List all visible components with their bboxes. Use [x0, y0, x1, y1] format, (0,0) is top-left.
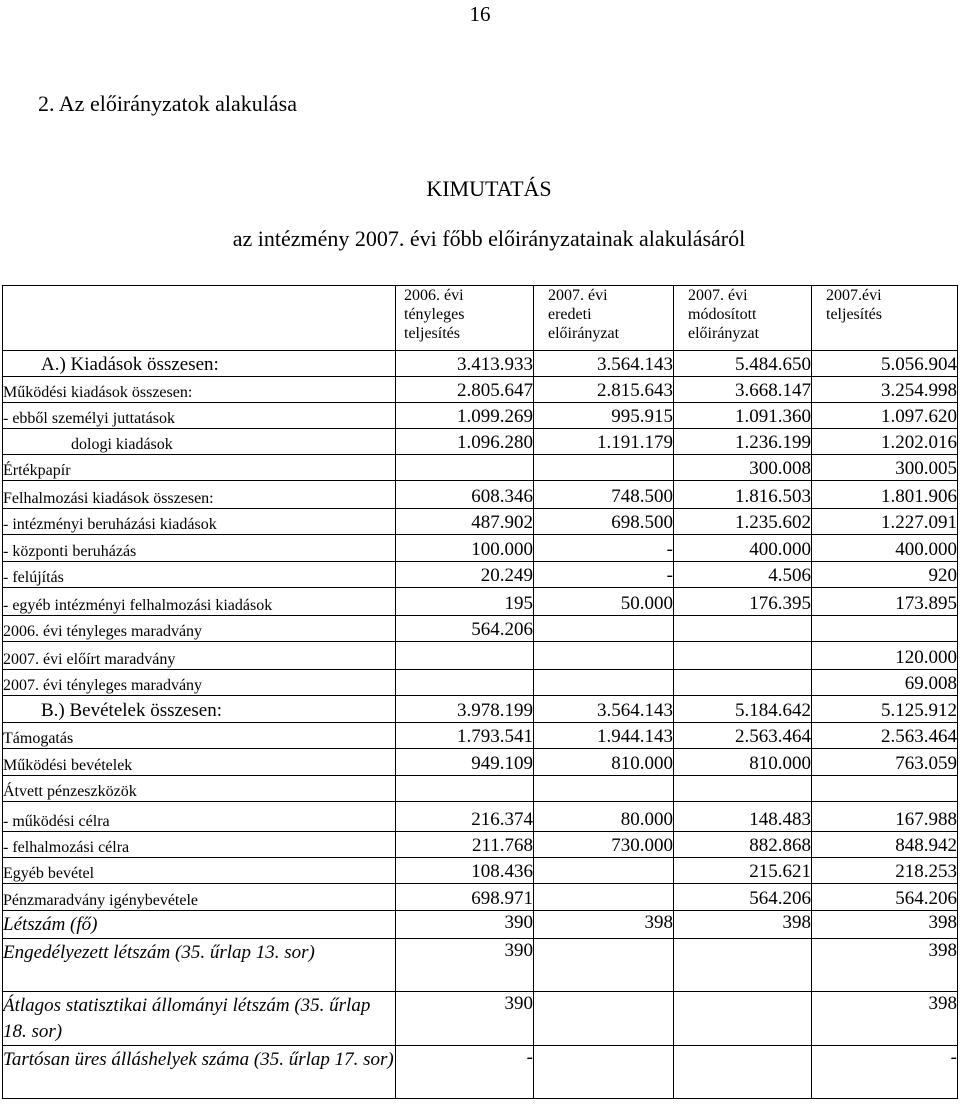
table-header-row	[3, 286, 958, 351]
cell-value: 1.816.503	[674, 481, 812, 509]
cell-value: 80.000	[534, 802, 674, 832]
cell-value: -	[534, 562, 674, 588]
cell-value: 20.249	[396, 562, 534, 588]
cell-value: 1.944.143	[534, 723, 674, 749]
cell-value: 400.000	[812, 535, 958, 562]
table-row	[3, 562, 958, 588]
cell-value: 398	[812, 992, 958, 1046]
cell-value	[534, 670, 674, 696]
cell-value	[812, 776, 958, 802]
row-label: Átvett pénzeszközök	[3, 776, 396, 802]
cell-value: 50.000	[534, 588, 674, 616]
table-row	[3, 858, 958, 884]
section-title: 2. Az előirányzatok alakulása	[38, 91, 298, 116]
cell-value: 564.206	[396, 616, 534, 642]
cell-value: 398	[812, 911, 958, 939]
row-label: Pénzmaradvány igénybevétele	[3, 884, 396, 911]
cell-value: 564.206	[674, 884, 812, 911]
cell-value: -	[396, 1046, 534, 1099]
cell-value	[674, 670, 812, 696]
row-label: 2006. évi tényleges maradvány	[3, 616, 396, 642]
row-label: - működési célra	[3, 802, 396, 832]
cell-value: 920	[812, 562, 958, 588]
cell-value	[534, 455, 674, 481]
cell-value: 398	[674, 911, 812, 939]
cell-value	[396, 670, 534, 696]
cell-value: -	[534, 535, 674, 562]
cell-value: 487.902	[396, 509, 534, 535]
cell-value: 1.793.541	[396, 723, 534, 749]
table-row	[3, 509, 958, 535]
cell-value: 3.254.998	[812, 377, 958, 403]
row-label: Támogatás	[3, 723, 396, 749]
document-title: KIMUTATÁS	[426, 176, 552, 201]
column-header-2007-actual: 2007.évi teljesítés	[812, 286, 958, 351]
cell-value: 211.768	[396, 832, 534, 858]
cell-value: 1.097.620	[812, 403, 958, 429]
cell-value: 4.506	[674, 562, 812, 588]
cell-value: 748.500	[534, 481, 674, 509]
cell-value: 148.483	[674, 802, 812, 832]
column-header-2006-actual: 2006. évi tényleges teljesítés	[396, 286, 534, 351]
table-row	[3, 911, 958, 939]
cell-value: 3.564.143	[534, 351, 674, 377]
cell-value: 2.563.464	[812, 723, 958, 749]
cell-value: -	[812, 1046, 958, 1099]
row-label: Felhalmozási kiadások összesen:	[3, 481, 396, 509]
cell-value: 698.500	[534, 509, 674, 535]
cell-value: 1.096.280	[396, 429, 534, 455]
cell-value	[396, 642, 534, 670]
row-label: Átlagos statisztikai állományi létszám (35. űrlap 18. sor)	[3, 992, 396, 1046]
row-label: Értékpapír	[3, 455, 396, 481]
cell-value	[674, 616, 812, 642]
cell-value: 390	[396, 939, 534, 992]
cell-value: 5.056.904	[812, 351, 958, 377]
row-label: Működési kiadások összesen:	[3, 377, 396, 403]
cell-value	[812, 616, 958, 642]
table-row	[3, 642, 958, 670]
row-label: 2007. évi tényleges maradvány	[3, 670, 396, 696]
table-row	[3, 992, 958, 1046]
cell-value: 995.915	[534, 403, 674, 429]
cell-value: 5.184.642	[674, 696, 812, 723]
row-label: - felújítás	[3, 562, 396, 588]
row-label: A.) Kiadások összesen:	[3, 351, 396, 377]
cell-value	[534, 858, 674, 884]
cell-value: 848.942	[812, 832, 958, 858]
table-row	[3, 723, 958, 749]
cell-value: 730.000	[534, 832, 674, 858]
row-label: Engedélyezett létszám (35. űrlap 13. sor)	[3, 939, 396, 992]
cell-value	[534, 776, 674, 802]
cell-value: 3.564.143	[534, 696, 674, 723]
cell-value: 3.413.933	[396, 351, 534, 377]
cell-value	[674, 776, 812, 802]
cell-value: 215.621	[674, 858, 812, 884]
cell-value: 69.008	[812, 670, 958, 696]
cell-value: 810.000	[674, 749, 812, 776]
cell-value: 949.109	[396, 749, 534, 776]
cell-value: 1.091.360	[674, 403, 812, 429]
cell-value: 3.978.199	[396, 696, 534, 723]
row-label: Működési bevételek	[3, 749, 396, 776]
cell-value: 300.008	[674, 455, 812, 481]
cell-value: 300.005	[812, 455, 958, 481]
row-label: dologi kiadások	[3, 429, 396, 455]
row-label: - központi beruházás	[3, 535, 396, 562]
cell-value: 195	[396, 588, 534, 616]
table-row	[3, 588, 958, 616]
cell-value: 763.059	[812, 749, 958, 776]
table-row	[3, 884, 958, 911]
table-row	[3, 939, 958, 992]
column-header-2007-original: 2007. évi eredeti előirányzat	[534, 286, 674, 351]
cell-value	[396, 776, 534, 802]
column-header-2007-modified: 2007. évi módosított előirányzat	[674, 286, 812, 351]
row-label: Létszám (fő)	[3, 911, 396, 939]
table-row	[3, 696, 958, 723]
cell-value: 167.988	[812, 802, 958, 832]
cell-value: 120.000	[812, 642, 958, 670]
cell-value: 400.000	[674, 535, 812, 562]
cell-value: 608.346	[396, 481, 534, 509]
cell-value	[674, 992, 812, 1046]
cell-value: 176.395	[674, 588, 812, 616]
cell-value: 1.099.269	[396, 403, 534, 429]
row-label: - intézményi beruházási kiadások	[3, 509, 396, 535]
appropriations-table	[2, 285, 958, 1099]
cell-value: 2.815.643	[534, 377, 674, 403]
row-label: - felhalmozási célra	[3, 832, 396, 858]
cell-value: 398	[812, 939, 958, 992]
table-row	[3, 832, 958, 858]
cell-value	[396, 455, 534, 481]
page-number: 16	[469, 2, 491, 26]
cell-value: 5.484.650	[674, 351, 812, 377]
cell-value: 1.202.016	[812, 429, 958, 455]
table-row	[3, 351, 958, 377]
table-row	[3, 403, 958, 429]
cell-value: 1.235.602	[674, 509, 812, 535]
row-label: Tartósan üres álláshelyek száma (35. űrlap 17. sor)	[3, 1046, 396, 1099]
cell-value: 100.000	[396, 535, 534, 562]
cell-value: 882.868	[674, 832, 812, 858]
cell-value	[534, 642, 674, 670]
cell-value: 108.436	[396, 858, 534, 884]
cell-value	[534, 939, 674, 992]
cell-value	[534, 616, 674, 642]
table-row	[3, 429, 958, 455]
cell-value	[534, 884, 674, 911]
cell-value: 810.000	[534, 749, 674, 776]
table-row	[3, 535, 958, 562]
row-label: - ebből személyi juttatások	[3, 403, 396, 429]
header-label-cell	[3, 286, 396, 351]
cell-value	[674, 1046, 812, 1099]
cell-value: 216.374	[396, 802, 534, 832]
cell-value: 3.668.147	[674, 377, 812, 403]
table-row	[3, 616, 958, 642]
cell-value: 390	[396, 992, 534, 1046]
table-row	[3, 1046, 958, 1099]
row-label: B.) Bevételek összesen:	[3, 696, 396, 723]
cell-value: 1.191.179	[534, 429, 674, 455]
document-subtitle: az intézmény 2007. évi főbb előirányzatainak alakulásáról	[232, 226, 746, 251]
table-row	[3, 776, 958, 802]
row-label: - egyéb intézményi felhalmozási kiadások	[3, 588, 396, 616]
table-row	[3, 670, 958, 696]
cell-value: 173.895	[812, 588, 958, 616]
cell-value: 398	[534, 911, 674, 939]
cell-value	[534, 1046, 674, 1099]
table-row	[3, 749, 958, 776]
cell-value: 698.971	[396, 884, 534, 911]
cell-value: 5.125.912	[812, 696, 958, 723]
cell-value: 390	[396, 911, 534, 939]
cell-value: 1.801.906	[812, 481, 958, 509]
table-row	[3, 481, 958, 509]
cell-value: 2.805.647	[396, 377, 534, 403]
table-row	[3, 802, 958, 832]
cell-value: 1.227.091	[812, 509, 958, 535]
row-label: 2007. évi előírt maradvány	[3, 642, 396, 670]
cell-value	[674, 939, 812, 992]
cell-value	[674, 642, 812, 670]
cell-value	[534, 992, 674, 1046]
cell-value: 564.206	[812, 884, 958, 911]
row-label: Egyéb bevétel	[3, 858, 396, 884]
cell-value: 1.236.199	[674, 429, 812, 455]
cell-value: 218.253	[812, 858, 958, 884]
cell-value: 2.563.464	[674, 723, 812, 749]
table-row	[3, 455, 958, 481]
table-row	[3, 377, 958, 403]
